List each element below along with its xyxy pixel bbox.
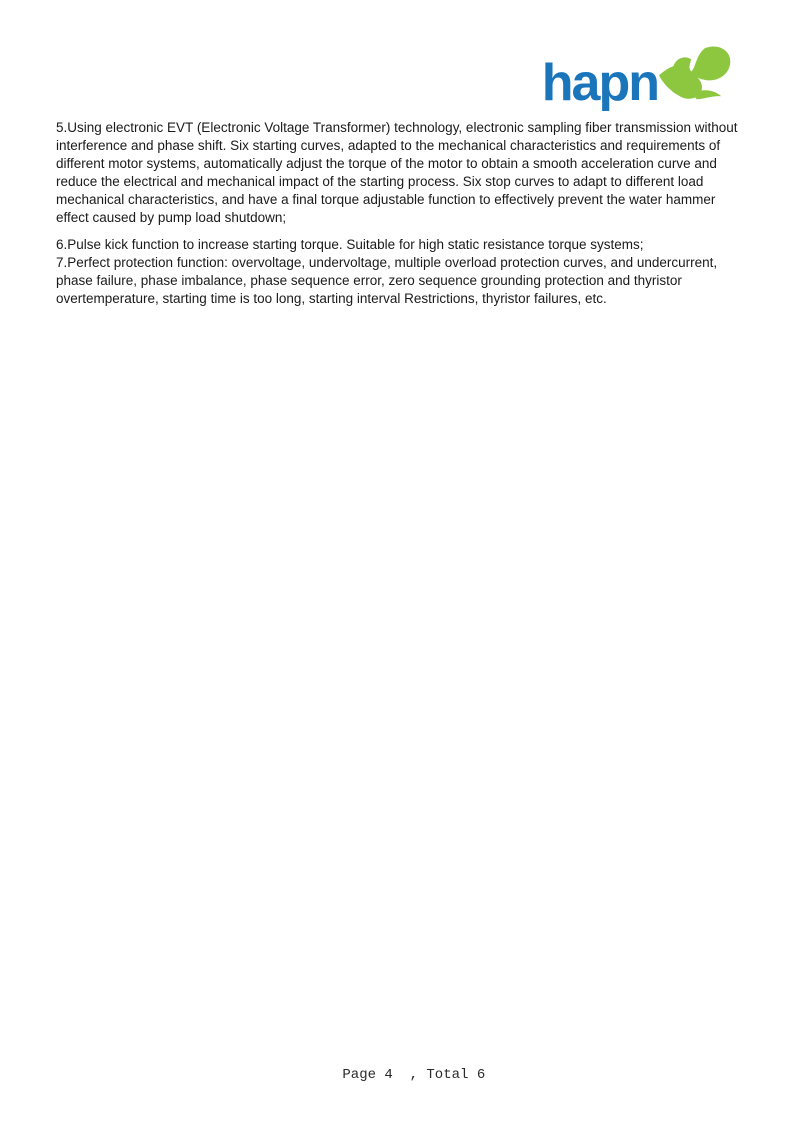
paragraph-7: 7.Perfect protection function: overvoltage, undervoltage, multiple overload protection curves, and undercurrent, phase failure, phase imbalance, phase sequence error, zero sequence grounding protection and thyristor overtemperature, starting time is too long, starting interval Restrictions, thyristor failures, etc. [56,255,718,306]
document-body [56,119,740,308]
paragraph-5: 5.Using electronic EVT (Electronic Voltage Transformer) technology, electronic sampling fiber transmission without interference and phase shift. Six starting curves, adapted to the mechanical characteristics and requirements of different motor systems, automatically adjust the torque of the motor to obtain a smooth acceleration curve and reduce the electrical and mechanical impact of the starting process. Six stop curves to adapt to different load mechanical characteristics, and have a final torque adjustable function to effectively prevent the water hammer effect caused by pump load shutdown; [56,120,738,225]
logo [541,46,736,113]
page-number-label: Page 4 , Total 6 [342,1067,486,1083]
page-footer [0,1051,794,1099]
paragraph-6: 6.Pulse kick function to increase starting torque. Suitable for high static resistance torque systems; [56,237,644,252]
dove-leaf-icon [654,46,736,106]
logo-text: hapn [541,54,658,113]
